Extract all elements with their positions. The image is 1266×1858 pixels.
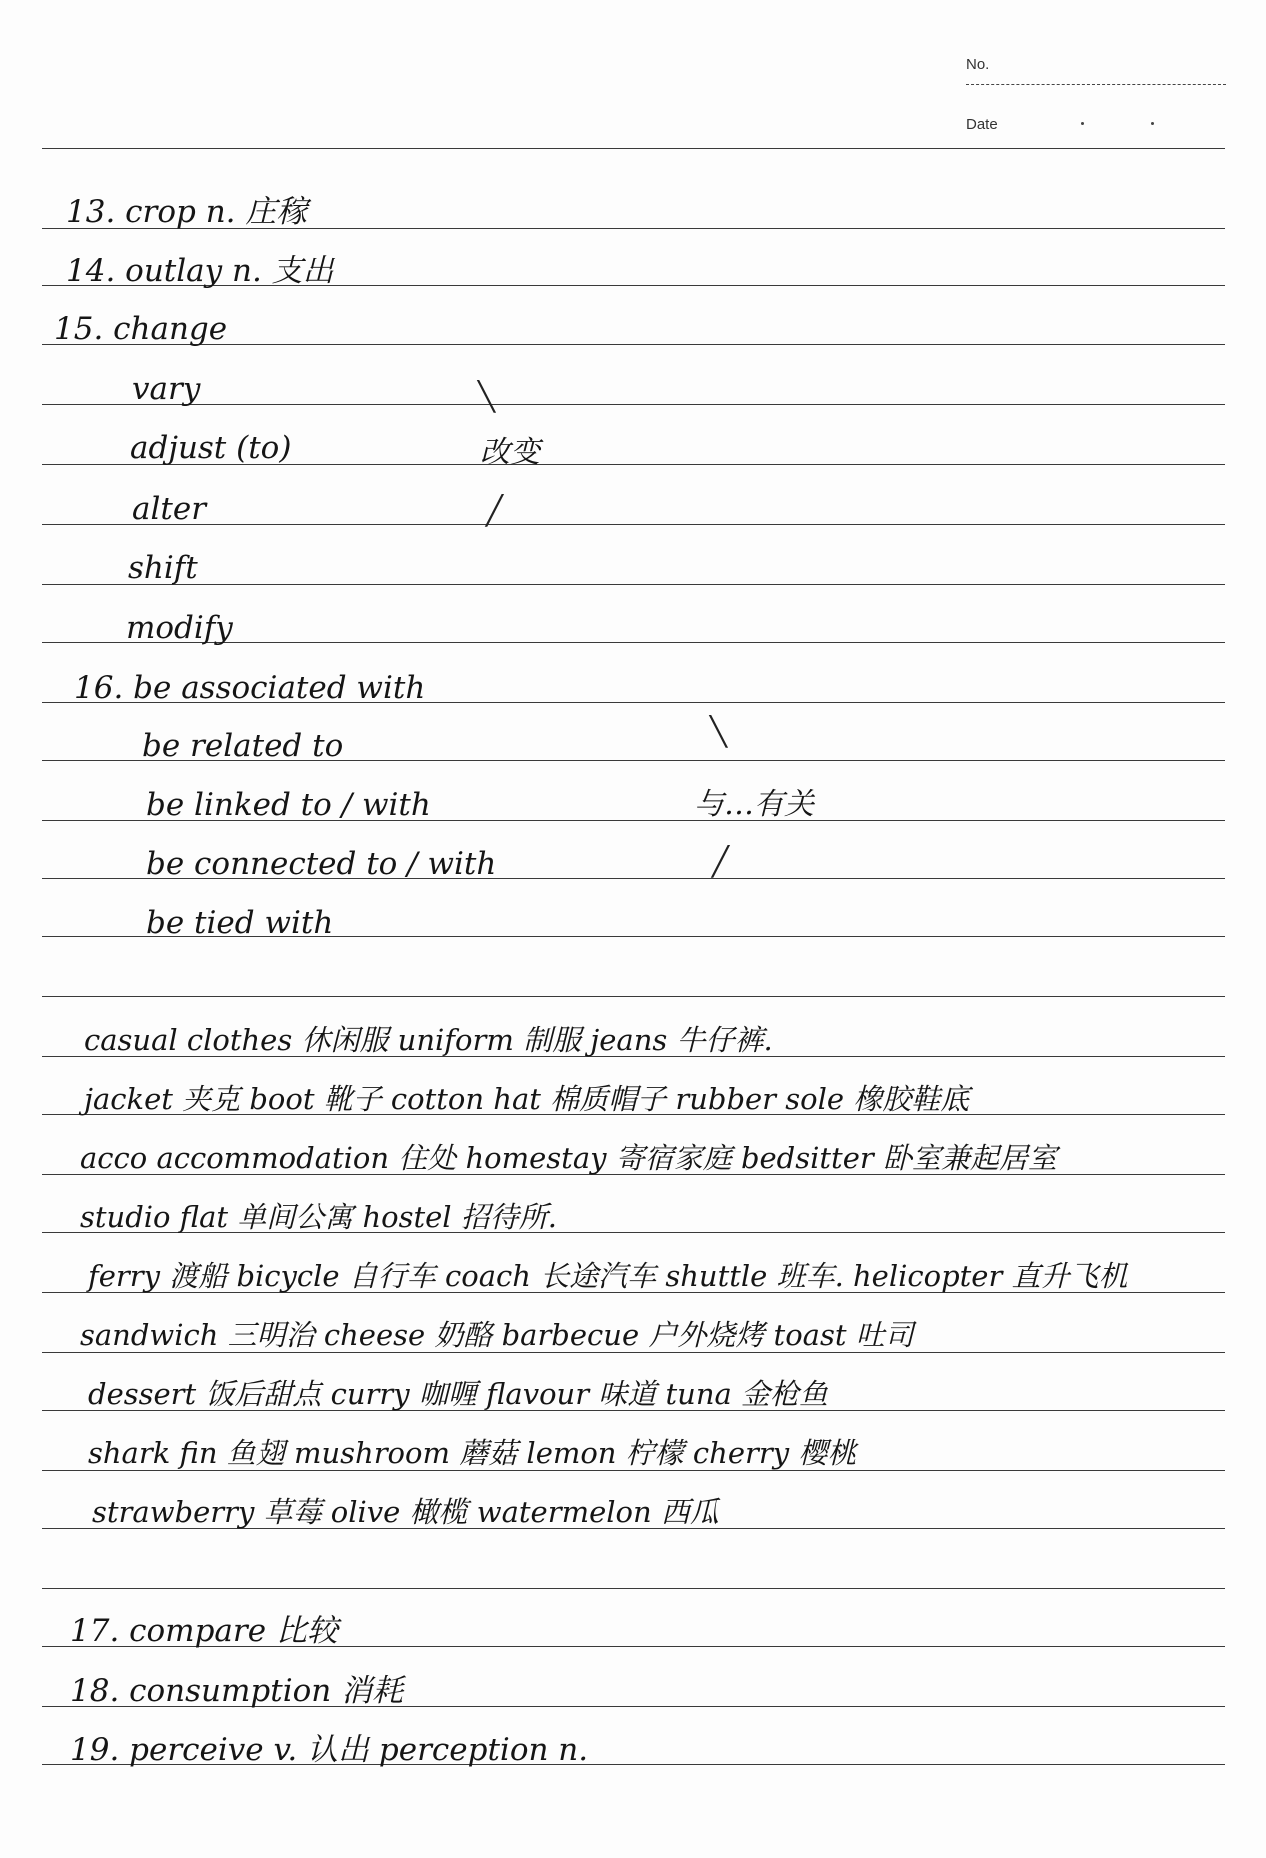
vocab-line: studio flat 单间公寓 hostel 招待所. <box>80 1200 557 1234</box>
entry-16-meaning: 与…有关 <box>694 787 814 822</box>
vocab-line: ferry 渡船 bicycle 自行车 coach 长途汽车 shuttle 班车. helicopter 直升飞机 <box>88 1259 1128 1293</box>
vocab-line: strawberry 草莓 olive 橄榄 watermelon 西瓜 <box>92 1495 719 1529</box>
date-dot <box>1151 122 1154 125</box>
entry-15: 15. change <box>54 311 228 347</box>
date-dot <box>1081 122 1084 125</box>
page-rule <box>42 148 1225 149</box>
entry-15-synonym: shift <box>128 550 198 586</box>
entry-15-synonym: adjust (to) <box>130 430 292 466</box>
entry-16-synonym: be tied with <box>146 905 334 941</box>
entry-17: 17. compare 比较 <box>70 1613 338 1649</box>
entry-15-synonym: vary <box>132 371 201 407</box>
vocab-line: dessert 饭后甜点 curry 咖喱 flavour 味道 tuna 金枪鱼 <box>88 1377 829 1411</box>
entry-16-synonym: be linked to / with <box>146 787 431 823</box>
page-rule <box>42 996 1225 997</box>
bracket-mark: ╱ <box>486 494 503 527</box>
vocab-line: jacket 夹克 boot 靴子 cotton hat 棉质帽子 rubber sole 橡胶鞋底 <box>84 1082 970 1116</box>
entry-16-synonym: be connected to / with <box>146 846 497 882</box>
entry-15-synonym: alter <box>132 491 207 527</box>
bracket-mark: ╱ <box>712 845 729 878</box>
entry-13: 13. crop n. 庄稼 <box>66 194 308 230</box>
date-label: Date <box>966 116 998 133</box>
page-rule <box>42 524 1225 525</box>
vocab-line: sandwich 三明治 cheese 奶酪 barbecue 户外烧烤 toast 吐司 <box>80 1318 914 1352</box>
entry-15-meaning: 改变 <box>480 435 540 470</box>
no-dashed-line <box>966 84 1226 85</box>
bracket-mark: ╲ <box>710 715 727 748</box>
entry-19: 19. perceive v. 认出 perception n. <box>70 1732 589 1768</box>
page-rule <box>42 584 1225 585</box>
entry-15-synonym: modify <box>126 610 233 646</box>
vocab-line: acco accommodation 住处 homestay 寄宿家庭 bedsitter 卧室兼起居室 <box>80 1141 1057 1175</box>
vocab-line: shark fin 鱼翅 mushroom 蘑菇 lemon 柠檬 cherry 樱桃 <box>88 1436 857 1470</box>
entry-16-synonym: be related to <box>142 728 344 764</box>
page-rule <box>42 1470 1225 1471</box>
bracket-mark: ╲ <box>478 380 495 413</box>
no-label: No. <box>966 56 990 73</box>
entry-16: 16. be associated with <box>74 670 426 706</box>
page-rule <box>42 404 1225 405</box>
entry-18: 18. consumption 消耗 <box>70 1673 404 1709</box>
entry-14: 14. outlay n. 支出 <box>66 253 334 289</box>
page-rule <box>42 1588 1225 1589</box>
vocab-line: casual clothes 休闲服 uniform 制服 jeans 牛仔裤. <box>84 1023 773 1057</box>
page-rule <box>42 1352 1225 1353</box>
